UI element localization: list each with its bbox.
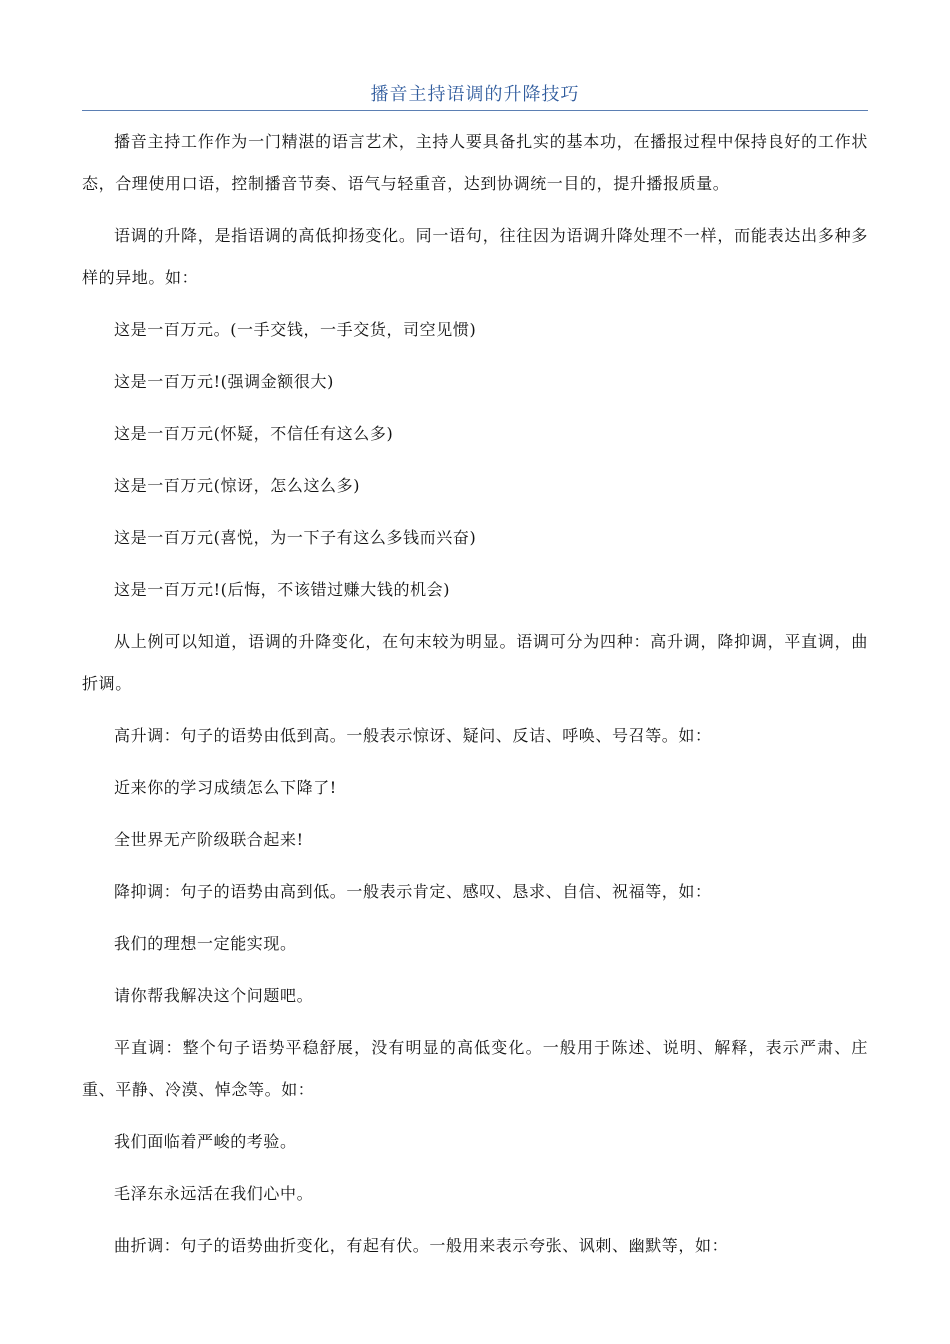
example-line: 全世界无产阶级联合起来! [114, 830, 304, 849]
example-line: 我们的理想一定能实现。 [114, 934, 297, 953]
example-line: 这是一百万元(惊讶，怎么这么多) [114, 476, 361, 495]
example-line: 请你帮我解决这个问题吧。 [114, 986, 314, 1005]
example-line: 这是一百万元。(一手交钱，一手交货，司空见惯) [114, 320, 477, 339]
example-line: 近来你的学习成绩怎么下降了! [114, 778, 337, 797]
paragraph-rising-tone: 高升调：句子的语势由低到高。一般表示惊讶、疑问、反诘、呼唤、号召等。如： [114, 726, 712, 745]
example-line: 这是一百万元!(后悔，不该错过赚大钱的机会) [114, 580, 451, 599]
paragraph-level-tone: 平直调：整个句子语势平稳舒展，没有明显的高低变化。一般用于陈述、说明、解释，表示严肃、庄重、平静、冷漠、悼念等。如： [82, 1038, 868, 1099]
example-line: 我们面临着严峻的考验。 [114, 1132, 297, 1151]
example-line: 毛泽东永远活在我们心中。 [114, 1184, 314, 1203]
page-header [82, 80, 868, 111]
paragraph-falling-tone: 降抑调：句子的语势由高到低。一般表示肯定、感叹、恳求、自信、祝福等，如： [114, 882, 712, 901]
paragraph-four-types: 从上例可以知道，语调的升降变化，在句末较为明显。语调可分为四种：高升调，降抑调，平直调，曲折调。 [82, 632, 868, 693]
page-title: 播音主持语调的升降技巧 [370, 84, 580, 105]
paragraph-definition: 语调的升降，是指语调的高低抑扬变化。同一语句，往往因为语调升降处理不一样，而能表达出多种多样的异地。如： [82, 226, 868, 287]
example-line: 这是一百万元(怀疑，不信任有这么多) [114, 424, 394, 443]
document-body [82, 121, 868, 1277]
paragraph-winding-tone: 曲折调：句子的语势曲折变化，有起有伏。一般用来表示夸张、讽刺、幽默等，如： [114, 1236, 729, 1255]
example-line: 这是一百万元!(强调金额很大) [114, 372, 334, 391]
paragraph-intro: 播音主持工作作为一门精湛的语言艺术，主持人要具备扎实的基本功，在播报过程中保持良好的工作状态，合理使用口语，控制播音节奏、语气与轻重音，达到协调统一目的，提升播报质量。 [82, 132, 868, 193]
example-line: 这是一百万元(喜悦，为一下子有这么多钱而兴奋) [114, 528, 477, 547]
